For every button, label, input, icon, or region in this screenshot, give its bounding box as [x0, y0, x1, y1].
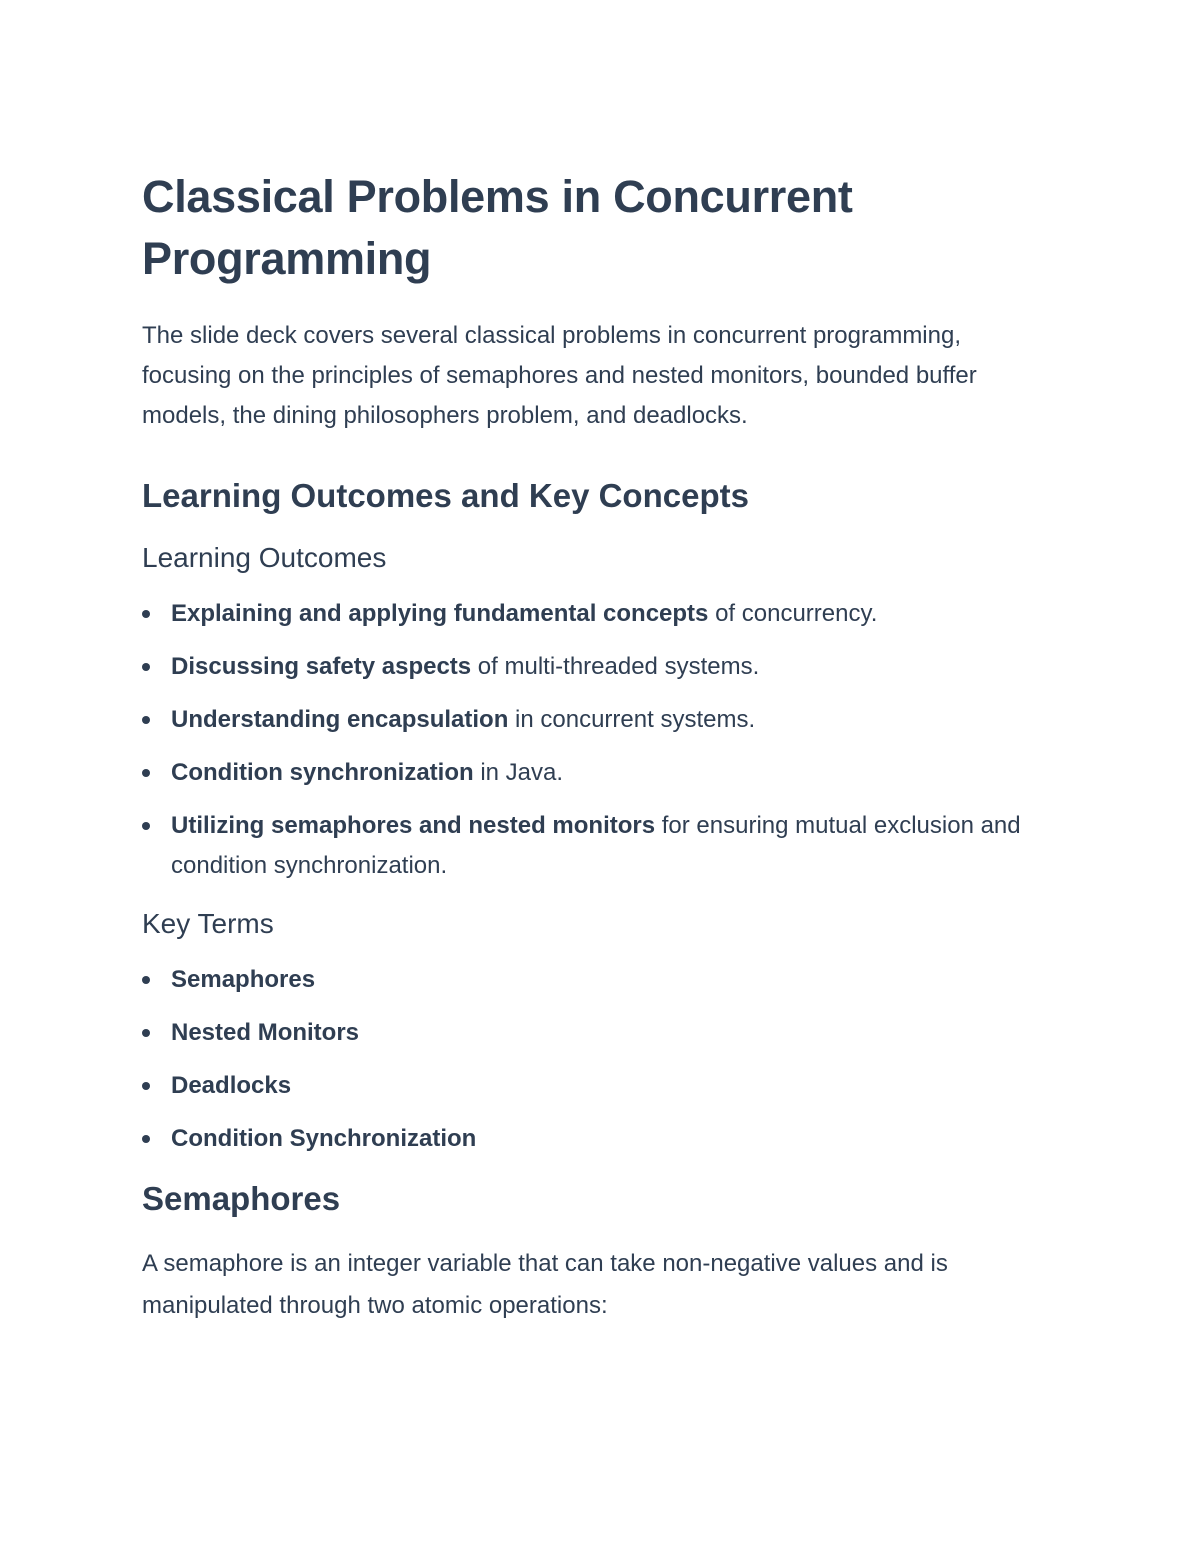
- list-item-text: for ensuring mutual exclusion and condition synchronization.: [171, 812, 1021, 879]
- semaphores-paragraph: A semaphore is an integer variable that can take non-negative values and is manipulated through two atomic operations:: [142, 1250, 948, 1319]
- document-title: Classical Problems in Concurrent Programming: [142, 171, 853, 284]
- key-term: Deadlocks: [171, 1072, 292, 1099]
- bullet-icon: [142, 976, 150, 984]
- list-item-bold: Understanding encapsulation: [171, 706, 509, 733]
- list-item-bold: Utilizing semaphores and nested monitors: [171, 812, 656, 839]
- bullet-icon: [142, 1029, 150, 1037]
- bullet-icon: [142, 663, 150, 671]
- list-item: [142, 647, 1052, 687]
- list-item: [142, 1013, 1052, 1053]
- list-item-bold: Discussing safety aspects: [171, 653, 472, 680]
- key-terms-subheading: Key Terms: [142, 908, 274, 939]
- key-term: Nested Monitors: [171, 1019, 360, 1046]
- list-item-text: of multi-threaded systems.: [471, 653, 760, 680]
- semaphores-section-heading: Semaphores: [142, 1180, 341, 1217]
- list-item: [142, 806, 1052, 886]
- list-item: [142, 1066, 1052, 1106]
- key-term: Condition Synchronization: [171, 1125, 477, 1152]
- list-item-bold: Condition synchronization: [171, 759, 474, 786]
- key-terms-list: [142, 960, 1052, 1159]
- bullet-icon: [142, 610, 150, 618]
- bullet-icon: [142, 1082, 150, 1090]
- list-item: [142, 753, 1052, 793]
- learning-outcomes-section-heading: Learning Outcomes and Key Concepts: [142, 477, 749, 514]
- list-item: [142, 960, 1052, 1000]
- key-term: Semaphores: [171, 966, 316, 993]
- bullet-icon: [142, 769, 150, 777]
- intro-paragraph: The slide deck covers several classical problems in concurrent programming, focusing on the principles of semaphores and nested monitors, bounded buffer models, the dining philosophers problem, and deadlocks.: [142, 322, 977, 429]
- list-item: [142, 700, 1052, 740]
- list-item-text: in concurrent systems.: [508, 706, 756, 733]
- list-item-bold: Explaining and applying fundamental concepts: [171, 600, 709, 627]
- document-page: [142, 166, 1052, 1327]
- bullet-icon: [142, 716, 150, 724]
- list-item-text: of concurrency.: [708, 600, 878, 627]
- list-item: [142, 594, 1052, 634]
- learning-outcomes-list: [142, 594, 1052, 886]
- bullet-icon: [142, 822, 150, 830]
- list-item-text: in Java.: [473, 759, 564, 786]
- list-item: [142, 1119, 1052, 1159]
- bullet-icon: [142, 1135, 150, 1143]
- learning-outcomes-subheading: Learning Outcomes: [142, 542, 387, 573]
